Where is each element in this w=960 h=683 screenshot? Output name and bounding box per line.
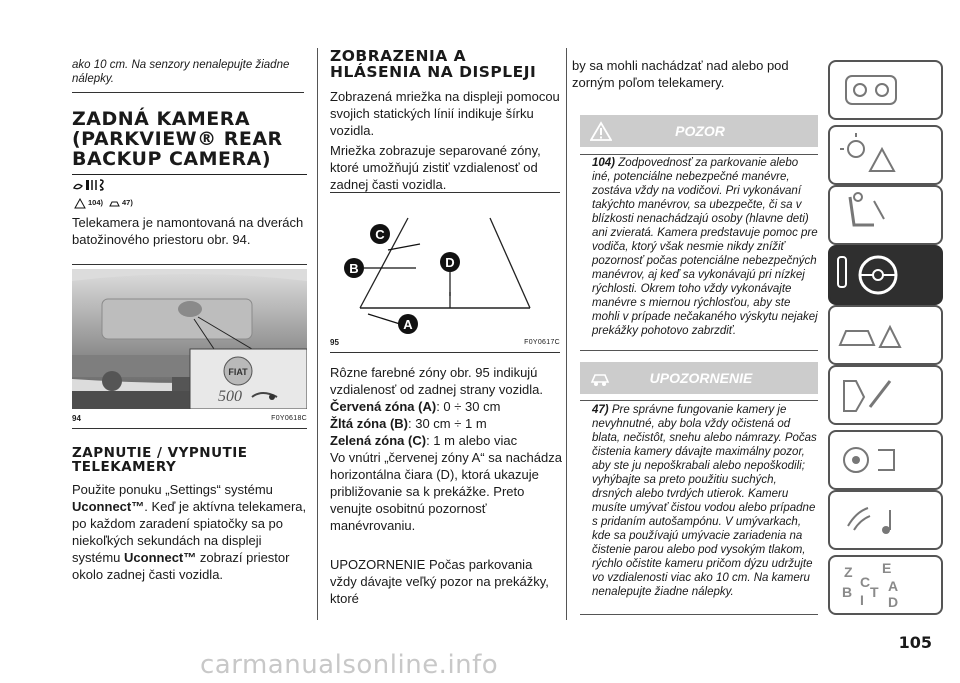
svg-text:T: T	[870, 584, 879, 600]
figure-94	[72, 264, 307, 432]
tab-technical[interactable]	[828, 430, 943, 490]
uconnect-term-2: Uconnect™	[124, 550, 197, 565]
key-steering-icon	[830, 247, 941, 303]
zone-yellow: Žltá zóna (B): 30 cm ÷ 1 m	[330, 416, 487, 431]
service-wrench-icon	[830, 367, 941, 423]
reference-icons	[72, 176, 152, 212]
multimedia-icon	[830, 492, 941, 548]
car-dashboard-icon	[830, 62, 941, 118]
upozornenie-rule-top	[580, 400, 818, 401]
seat-safety-icon	[830, 187, 941, 243]
ref-47: 47)	[122, 198, 133, 207]
grid-paragraph	[330, 88, 562, 193]
column-divider-2	[566, 48, 567, 620]
field-of-view-paragraph: by sa mohli nachádzať nad alebo pod zorným poľom telekamery.	[572, 58, 789, 90]
svg-text:C: C	[860, 574, 871, 590]
zones-paragraph	[330, 364, 562, 534]
warning-triangle-icon	[74, 198, 86, 209]
svg-text:FIAT: FIAT	[228, 367, 248, 377]
on-off-text-c: zobrazí priestor okolo zadnej časti vozidla.	[72, 550, 290, 582]
tab-index[interactable]	[828, 555, 943, 615]
upozornenie-rule-bottom	[580, 614, 818, 615]
display-section-title: ZOBRAZENIA A HLÁSENIA NA DISPLEJI	[330, 47, 537, 82]
svg-text:D: D	[888, 594, 899, 610]
car-warning-icon	[588, 368, 612, 388]
on-off-paragraph	[72, 481, 308, 583]
marker-c	[370, 224, 420, 250]
svg-text:500: 500	[218, 388, 242, 405]
figure-95-code: F0Y0617C	[524, 339, 560, 346]
tab-starting-driving[interactable]	[828, 245, 943, 305]
figure-94-code: F0Y0618C	[271, 415, 307, 422]
on-off-section-title: ZAPNUTIE / VYPNUTIE TELEKAMERY	[72, 445, 248, 476]
watermark: carmanualsonline.info	[200, 650, 499, 680]
marker-d	[440, 252, 460, 296]
tab-safety[interactable]	[828, 185, 943, 245]
warning-triangle-icon	[590, 121, 612, 141]
breakdown-icon	[830, 307, 941, 363]
marker-b	[344, 258, 416, 278]
figure-95	[330, 192, 560, 354]
on-off-text-b: . Keď je aktívna telekamera, po každom zaradení spiatočky sa po niekoľkých sekundách na displeji systému	[72, 499, 307, 565]
pozor-title: POZOR	[675, 123, 725, 139]
svg-text:D: D	[445, 255, 455, 270]
page-number: 105	[898, 633, 932, 652]
tailgate-camera-photo	[72, 269, 307, 409]
zones-intro: Rôzne farebné zóny obr. 95 indikujú vzdialenosť od zadnej strany vozidla.	[330, 365, 543, 397]
svg-text:Z: Z	[844, 564, 853, 580]
uconnect-logo-icon	[72, 176, 132, 194]
figure-95-label: 95	[330, 338, 339, 347]
index-letters-icon	[830, 557, 941, 613]
uconnect-term-1: Uconnect™	[72, 499, 145, 514]
grid-text-1: Zobrazená mriežka na displeji pomocou svojich statických línií indikuje šírku vozidla.	[330, 89, 560, 138]
svg-text:B: B	[349, 261, 359, 276]
figure-94-label: 94	[72, 414, 81, 423]
parking-grid-diagram	[330, 198, 560, 338]
pozor-text: 104) Zodpovednosť za parkovanie alebo iné, potenciálne nebezpečné manévre, zostáva vždy na vodičovi. Pri vykonávaní takýchto manévrov, sa ubezpečte, či sa v blízkosti nenachádzajú osoby (hlavne deti) ani zvieratá. Kamera predstavuje pomoc pre vodiča, ktorý však nesmie nikdy znížiť pozornosť počas potenciálne nebezpečných manévrov, aj keď sa vykonávajú pri nízkej rýchlosti. Okrem toho vždy vykonávajte manévre s miernou rýchlosťou, aby ste mohli v prípade nečakaného výskytu nejakej prekážky pohotovo zabrzdiť.	[592, 157, 818, 337]
on-off-text-a: Použite ponuku „Settings“ systému	[72, 482, 273, 497]
intro-note: ako 10 cm. Na senzory nenalepujte žiadne nálepky.	[72, 58, 304, 93]
tab-maintenance[interactable]	[828, 365, 943, 425]
pozor-header	[580, 115, 818, 147]
camera-section-title: ZADNÁ KAMERA (PARKVIEW® REAR BACKUP CAMERA)	[72, 110, 307, 175]
svg-text:E: E	[882, 560, 892, 576]
camera-intro-paragraph: Telekamera je namontovaná na dverách batožinového priestoru obr. 94.	[72, 215, 304, 247]
pozor-rule-bottom	[580, 350, 818, 351]
svg-text:I: I	[860, 592, 864, 608]
attention-paragraph: UPOZORNENIE Počas parkovania vždy dávajte veľký pozor na prekážky, ktoré	[330, 557, 549, 606]
ref-104: 104)	[88, 198, 104, 207]
technical-data-icon	[830, 432, 941, 488]
upozornenie-text: 47) Pre správne fungovanie kamery je nevyhnutné, aby bola vždy očistená od blata, nečistôt, snehu alebo námrazy. Počas čistenia kamery dávajte maximálny pozor, aby ste ju nepoškrabali alebo nepoškodili; vyhýbajte sa preto použitiu suchých, drsných alebo tvrdých utierok. Kameru musíte umývať čistou vodou alebo prípadne s pridaním autošampónu. V umývarkach, kde sa používajú umývacie zariadenia na čistenie parou alebo pod vysokým tlakom, rýchlo očistite kameru pričom dýzu udržujte vo vzdialenosti viac ako 10 cm. Na kameru nenalepujte žiadne nálepky.	[592, 404, 817, 598]
svg-text:A: A	[888, 578, 899, 594]
tab-emergency[interactable]	[828, 305, 943, 365]
warning-lights-icon	[830, 127, 941, 183]
upozornenie-header	[580, 362, 818, 394]
zone-d-text: Vo vnútri „červenej zóny A“ sa nachádza horizontálna čiara (D), ktorá ukazuje približovanie sa k prekážke. Preto venujte osobitnú pozornosť manévrovaniu.	[330, 450, 562, 533]
tab-dashboard[interactable]	[828, 60, 943, 120]
column-divider-1	[317, 48, 318, 620]
pozor-rule-top	[580, 154, 818, 155]
upozornenie-title: UPOZORNENIE	[649, 370, 753, 386]
svg-text:A: A	[403, 317, 413, 332]
car-warning-icon	[108, 198, 120, 209]
marker-a	[368, 314, 418, 334]
svg-text:C: C	[375, 227, 385, 242]
tab-warning-lights[interactable]	[828, 125, 943, 185]
svg-text:B: B	[842, 584, 853, 600]
zone-green: Zelená zóna (C): 1 m alebo viac	[330, 433, 518, 448]
zone-red: Červená zóna (A): 0 ÷ 30 cm	[330, 399, 501, 414]
tab-multimedia[interactable]	[828, 490, 943, 550]
grid-text-2: Mriežka zobrazuje separované zóny, ktoré umožňujú zistiť vzdialenosť od zadnej časti vozidla.	[330, 143, 541, 192]
